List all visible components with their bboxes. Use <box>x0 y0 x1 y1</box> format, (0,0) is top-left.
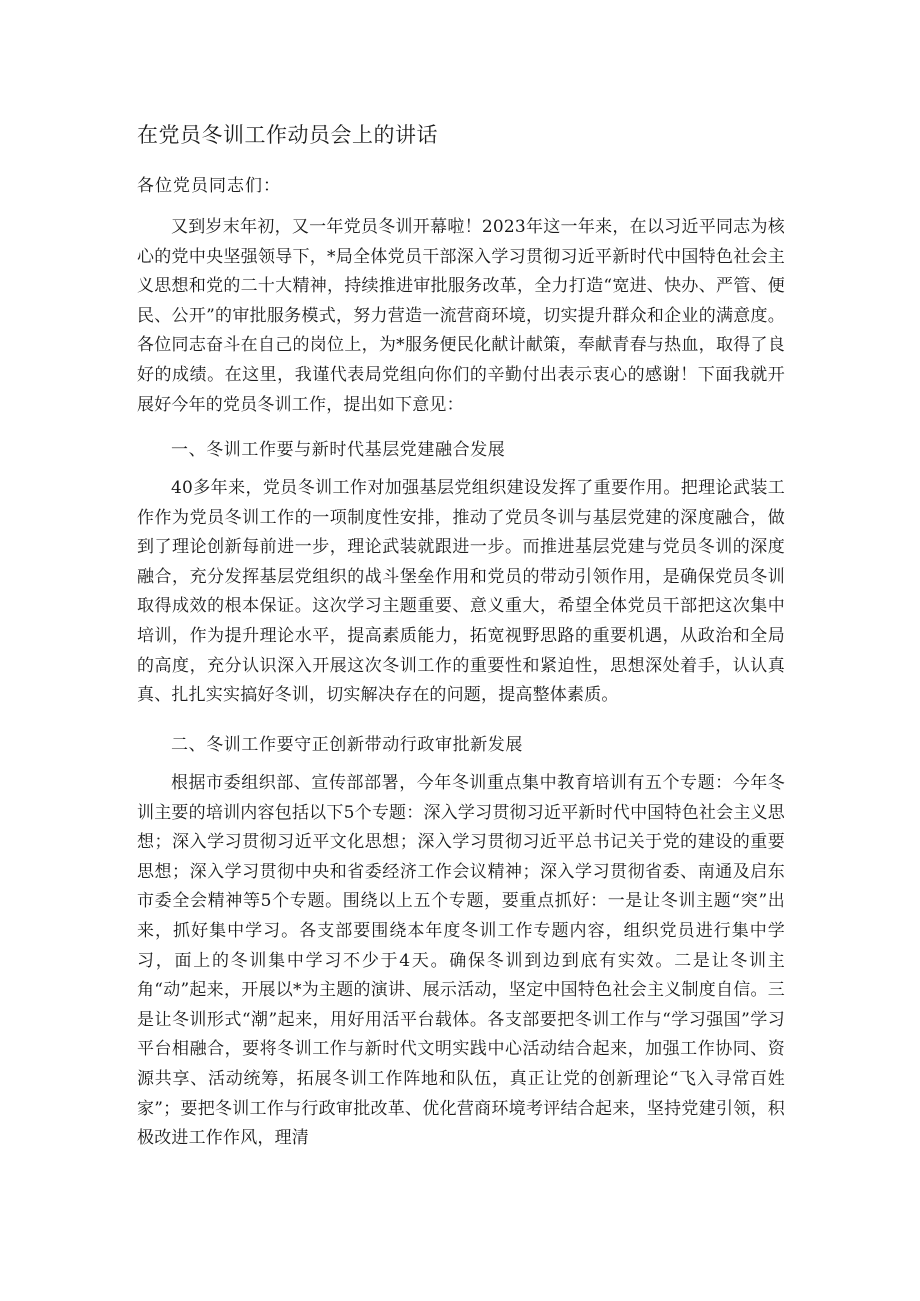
section-heading-1: 一、冬训工作要与新时代基层党建融合发展 <box>171 440 506 460</box>
document-title: 在党员冬训工作动员会上的讲话 <box>137 123 438 147</box>
salutation: 各位党员同志们： <box>137 176 281 196</box>
paragraph-section-2: 根据市委组织部、宣传部部署，今年冬训重点集中教育培训有五个专题：今年冬训主要的培训内容包括以下5个专题：深入学习贯彻习近平新时代中国特色社会主义思想；深入学习贯彻习近平文化思想；深入学习贯彻习近平总书记关于党的建设的重要思想；深入学习贯彻中央和省委经济工作会议精神；深入学习贯彻省委、南通及启东市委全会精神等5个专题。围绕以上五个专题，要重点抓好：一是让冬训主题“突”出来，抓好集中学习。各支部要围绕本年度冬训工作专题内容，组织党员进行集中学习，面上的冬训集中学习不少于4天。确保冬训到边到底有实效。二是让冬训主角“动”起来，开展以*为主题的演讲、展示活动，坚定中国特色社会主义制度自信。三是让冬训形式“潮”起来，用好用活平台载体。各支部要把冬训工作与“学习强国”学习平台相融合，要将冬训工作与新时代文明实践中心活动结合起来，加强工作协同、资源共享、活动统筹，拓展冬训工作阵地和队伍，真正让党的创新理论“飞入寻常百姓家”；要把冬训工作与行政审批改革、优化营商环境考评结合起来，坚持党建引领，积极改进工作作风，理清 <box>137 773 785 1149</box>
section-heading-2: 二、冬训工作要守正创新带动行政审批新发展 <box>171 735 523 755</box>
paragraph-section-1: 40多年来，党员冬训工作对加强基层党组织建设发挥了重要作用。把理论武装工作作为党员冬训工作的一项制度性安排，推动了党员冬训与基层党建的深度融合，做到了理论创新每前进一步，理论武装就跟进一步。而推进基层党建与党员冬训的深度融合，充分发挥基层党组织的战斗堡垒作用和党员的带动引领作用，是确保党员冬训取得成效的根本保证。这次学习主题重要、意义重大，希望全体党员干部把这次集中培训，作为提升理论水平，提高素质能力，拓宽视野思路的重要机遇，从政治和全局的高度，充分认识深入开展这次冬训工作的重要性和紧迫性，思想深处着手，认认真真、扎扎实实搞好冬训，切实解决存在的问题，提高整体素质。 <box>137 478 785 706</box>
paragraph-intro: 又到岁末年初，又一年党员冬训开幕啦！2023年这一年来，在以习近平同志为核心的党中央坚强领导下，*局全体党员干部深入学习贯彻习近平新时代中国特色社会主义思想和党的二十大精神，持续推进审批服务改革，全力打造“宽进、快办、严管、便民、公开”的审批服务模式，努力营造一流营商环境，切实提升群众和企业的满意度。各位同志奋斗在自己的岗位上，为*服务便民化献计献策，奉献青春与热血，取得了良好的成绩。在这里，我谨代表局党组向你们的辛勤付出表示衷心的感谢！下面我就开展好今年的党员冬训工作，提出如下意见： <box>137 217 785 415</box>
